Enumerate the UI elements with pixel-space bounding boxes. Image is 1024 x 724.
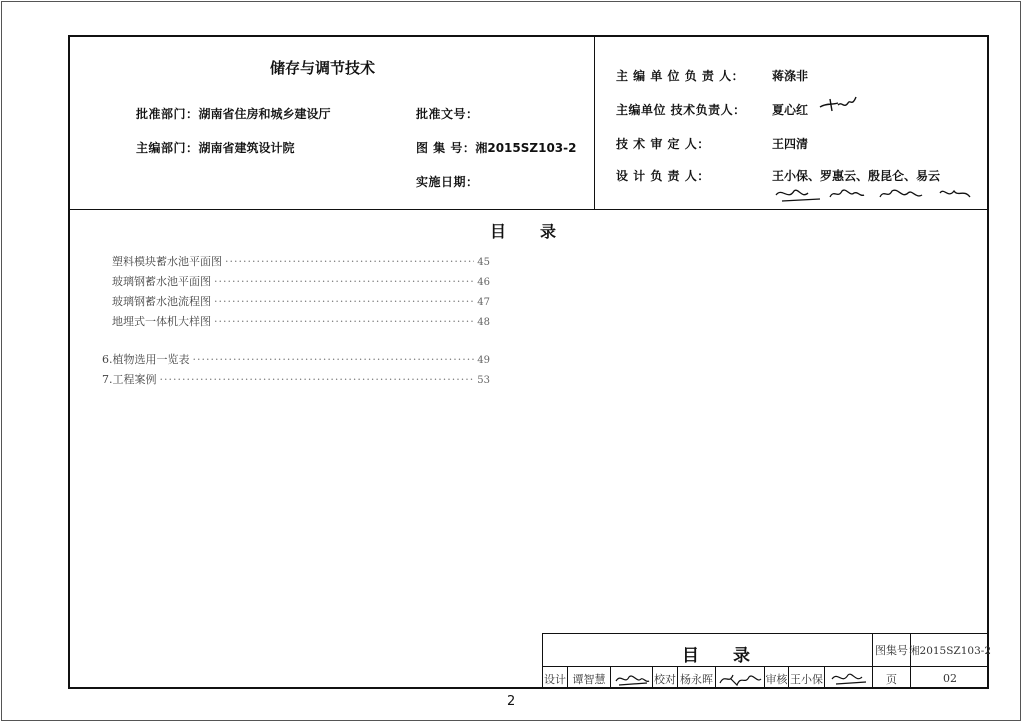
chief-tech-head-label: 主编单位 技术负责人： xyxy=(616,103,746,117)
page-number: 2 xyxy=(507,694,516,709)
toc-item-text: 6.植物选用一览表 xyxy=(102,353,190,366)
toc-item[interactable] xyxy=(112,253,490,269)
title-block-atlas-label: 图集号 xyxy=(875,644,908,657)
toc-leader xyxy=(214,315,474,328)
approval-dept-row xyxy=(136,103,331,122)
signature-checker xyxy=(717,669,763,689)
approval-dept-value: 湖南省住房和城乡建设厅 xyxy=(198,107,331,121)
signature-designer xyxy=(613,669,651,689)
toc-item[interactable] xyxy=(112,313,490,329)
signature-auditor xyxy=(828,667,870,689)
toc-item-page: 53 xyxy=(477,375,490,386)
toc-item[interactable] xyxy=(112,293,490,309)
atlas-no-value: 湘2015SZ103-2 xyxy=(475,141,577,155)
chief-tech-head-value: 夏心红 xyxy=(772,103,809,117)
chief-unit-head-value: 蒋涤非 xyxy=(772,69,809,83)
toc-leader xyxy=(193,353,475,366)
atlas-no-label: 图 集 号： xyxy=(416,141,476,155)
auditor-name: 王小保 xyxy=(790,672,823,686)
toc-item-text: 塑料模块蓄水池平面图 xyxy=(112,255,222,268)
toc-leader xyxy=(214,275,474,288)
toc-leader xyxy=(160,373,475,386)
toc-item[interactable] xyxy=(102,371,490,387)
title-block-title: 目录 xyxy=(682,646,784,666)
signature-design-heads xyxy=(772,183,982,207)
cell-divider xyxy=(610,667,611,689)
toc-leader xyxy=(214,295,474,308)
design-head-label: 设 计 负 责 人： xyxy=(616,169,710,183)
toc-item[interactable] xyxy=(112,273,490,289)
design-label: 设计 xyxy=(544,672,566,686)
designer-name: 谭智慧 xyxy=(572,672,606,686)
approval-dept-label: 批准部门： xyxy=(136,107,199,121)
header-divider xyxy=(594,37,595,209)
effective-date-row xyxy=(416,171,479,190)
editor-dept-label: 主编部门： xyxy=(136,141,199,155)
toc-item[interactable] xyxy=(102,351,490,367)
toc-item-page: 47 xyxy=(477,297,490,308)
toc-heading: 目录 xyxy=(490,222,591,241)
atlas-no-row xyxy=(416,137,576,156)
approval-doc-row xyxy=(416,103,479,122)
toc-item-text: 玻璃钢蓄水池平面图 xyxy=(112,275,211,288)
toc-item-page: 46 xyxy=(477,277,490,288)
toc-item-text: 玻璃钢蓄水池流程图 xyxy=(112,295,211,308)
cell-divider xyxy=(715,667,716,689)
page-no: 02 xyxy=(943,672,957,685)
header-bottom-rule xyxy=(70,209,989,210)
checker-name: 杨永晖 xyxy=(680,672,713,686)
editor-dept-row xyxy=(136,137,295,156)
cell-divider xyxy=(824,667,825,689)
reviewer-value: 王四清 xyxy=(772,137,809,151)
design-head-value: 王小保、罗惠云、殷昆仑、易云 xyxy=(772,169,941,183)
toc-item-page: 49 xyxy=(477,355,490,366)
toc-leader xyxy=(225,255,474,268)
editor-dept-value: 湖南省建筑设计院 xyxy=(198,141,295,155)
signature-tech-head xyxy=(818,93,858,115)
reviewer-label: 技 术 审 定 人： xyxy=(616,137,710,151)
check-label: 校对 xyxy=(654,672,676,686)
page-label: 页 xyxy=(886,672,897,686)
effective-date-label: 实施日期： xyxy=(416,175,479,189)
drawing-frame xyxy=(68,35,989,689)
toc-item-text: 7.工程案例 xyxy=(102,373,157,386)
toc-item-page: 45 xyxy=(477,257,490,268)
toc-item-text: 地埋式一体机大样图 xyxy=(112,315,211,328)
toc-item-page: 48 xyxy=(477,317,490,328)
title-block-atlas-no: 湘2015SZ103-2 xyxy=(909,644,991,657)
chief-unit-head-label: 主 编 单 位 负 责 人： xyxy=(616,69,745,83)
audit-label: 审核 xyxy=(765,672,788,686)
document-title: 储存与调节技术 xyxy=(270,59,376,77)
approval-doc-label: 批准文号： xyxy=(416,107,479,121)
